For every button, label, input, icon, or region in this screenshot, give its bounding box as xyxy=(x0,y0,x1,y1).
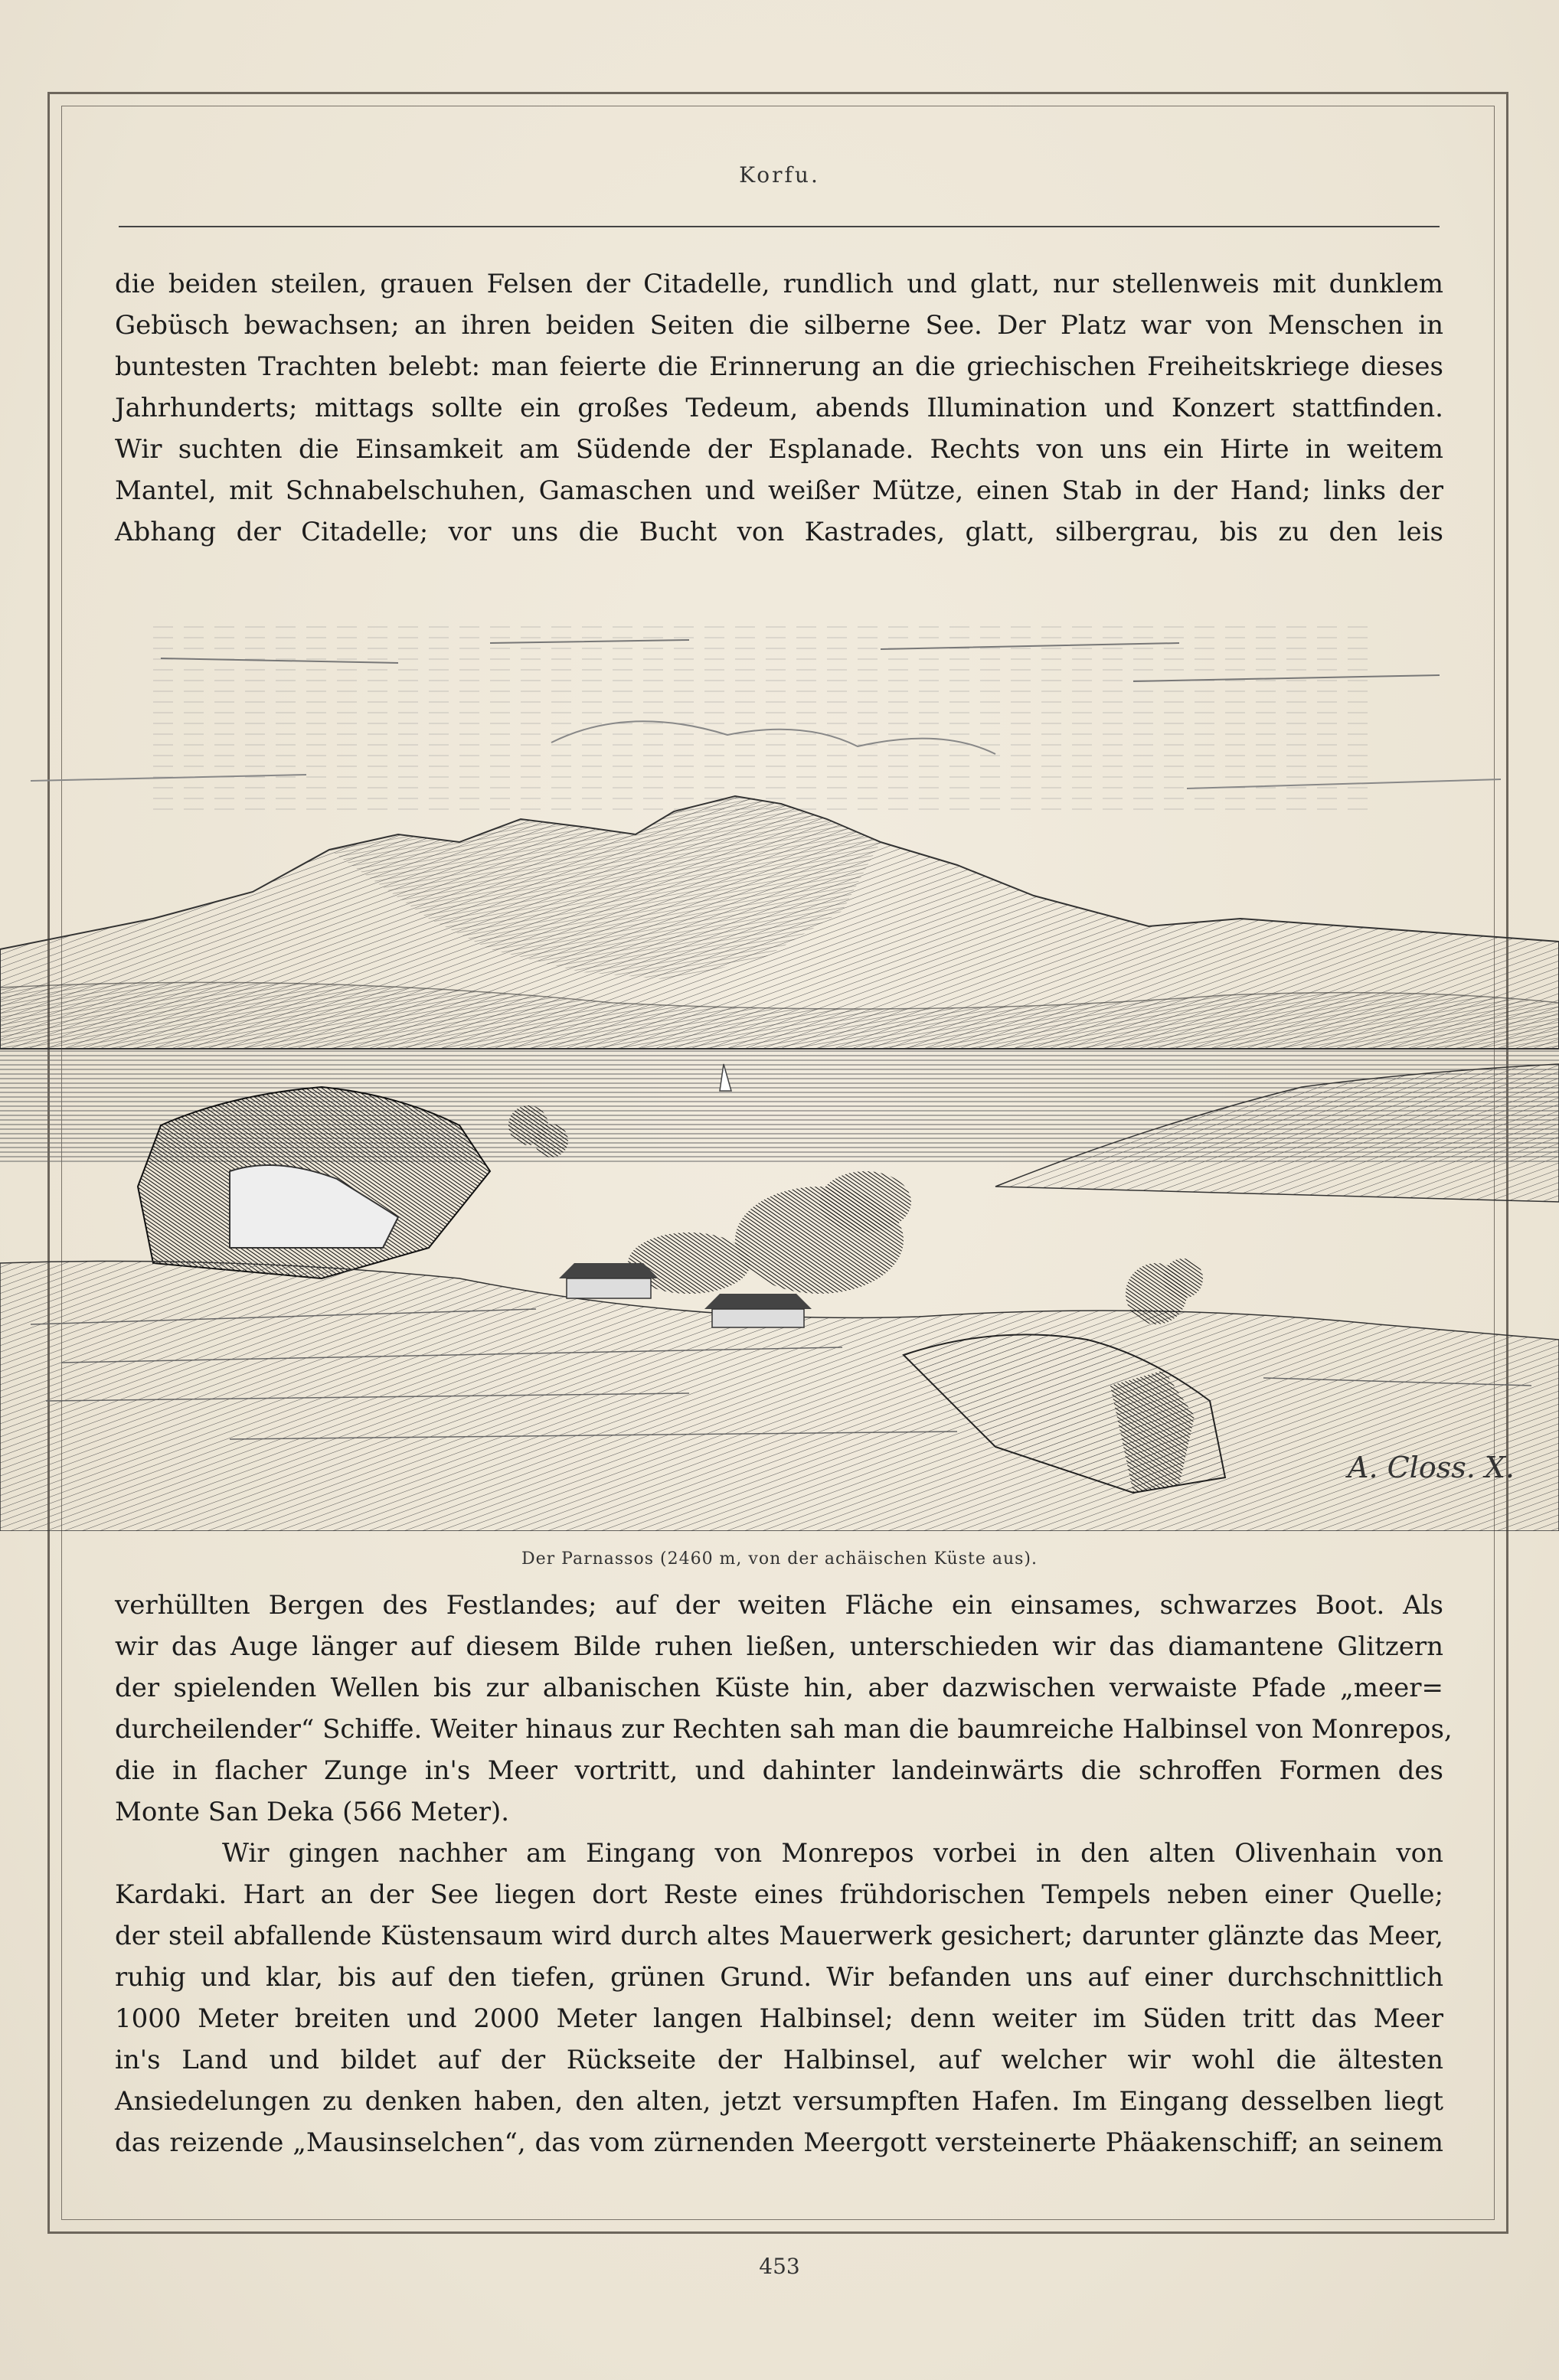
artist-signature: A. Closs. X. xyxy=(1348,1451,1515,1484)
text-line: 1000 Meter breiten und 2000 Meter langen Halbinsel; denn weiter im Süden tritt das Meer xyxy=(115,2003,1443,2034)
mountains xyxy=(0,796,1559,1049)
page-number: 453 xyxy=(759,2254,800,2279)
text-line: durcheilender“ Schiffe. Weiter hinaus zur Rechten sah man die baumreiche Halbinsel von Monrepos, xyxy=(115,1714,1453,1745)
text-block-top xyxy=(115,263,1443,553)
sky-strokes xyxy=(31,620,1501,811)
running-head: Korfu. xyxy=(739,162,820,188)
text-line: der spielenden Wellen bis zur albanischen Küste hin, aber dazwischen verwaiste Pfade „meer= xyxy=(115,1673,1443,1703)
figure-caption: Der Parnassos (2460 m, von der achäischen Küste aus). xyxy=(521,1549,1038,1569)
text-line: ruhig und klar, bis auf den tiefen, grünen Grund. Wir befanden uns auf einer durchschnittlich xyxy=(115,1962,1443,1993)
text-line: der steil abfallende Küstensaum wird durch altes Mauerwerk gesichert; darunter glänzte das Meer, xyxy=(115,1921,1443,1951)
text-line: Gebüsch bewachsen; an ihren beiden Seiten die silberne See. Der Platz war von Menschen in xyxy=(115,310,1443,341)
text-line: Wir suchten die Einsamkeit am Südende der Esplanade. Rechts von uns ein Hirte in weitem xyxy=(115,434,1443,465)
text-line: die beiden steilen, grauen Felsen der Citadelle, rundlich und glatt, nur stellenweis mit dunklem xyxy=(115,269,1443,299)
paragraph-start-line: Wir gingen nachher am Eingang von Monrepos vorbei in den alten Olivenhain von xyxy=(222,1838,1443,1869)
text-line: Mantel, mit Schnabelschuhen, Gamaschen und weißer Mütze, einen Stab in der Hand; links der xyxy=(115,475,1443,506)
text-line: Ansiedelungen zu denken haben, den alten, jetzt versumpften Hafen. Im Eingang desselben liegt xyxy=(115,2086,1443,2117)
text-line: Abhang der Citadelle; vor uns die Bucht von Kastrades, glatt, silbergrau, bis zu den leis xyxy=(115,517,1443,547)
text-line: das reizende „Mausinselchen“, das vom zürnenden Meergott versteinerte Phäakenschiff; an seinem xyxy=(115,2127,1443,2158)
text-line: wir das Auge länger auf diesem Bilde ruhen ließen, unterschieden wir das diamantene Glitzern xyxy=(115,1631,1443,1662)
text-line: Jahrhunderts; mittags sollte ein großes Tedeum, abends Illumination und Konzert stattfinden. xyxy=(115,393,1443,423)
text-line: Kardaki. Hart an der See liegen dort Reste eines frühdorischen Tempels neben einer Quelle; xyxy=(115,1879,1443,1910)
text-line: verhüllten Bergen des Festlandes; auf der weiten Fläche ein einsames, schwarzes Boot. Als xyxy=(115,1590,1443,1621)
text-line: Monte San Deka (566 Meter). xyxy=(115,1797,510,1827)
header-rule xyxy=(119,226,1440,227)
text-line: buntesten Trachten belebt: man feierte die Erinnerung an die griechischen Freiheitskriege dieses xyxy=(115,351,1443,382)
text-line: die in flacher Zunge in's Meer vortritt, und dahinter landeinwärts die schroffen Formen des xyxy=(115,1755,1443,1786)
parnassos-engraving xyxy=(0,589,1559,1531)
text-line: in's Land und bildet auf der Rückseite der Halbinsel, auf welcher wir wohl die ältesten xyxy=(115,2045,1443,2075)
text-block-bottom xyxy=(115,1585,1453,2163)
